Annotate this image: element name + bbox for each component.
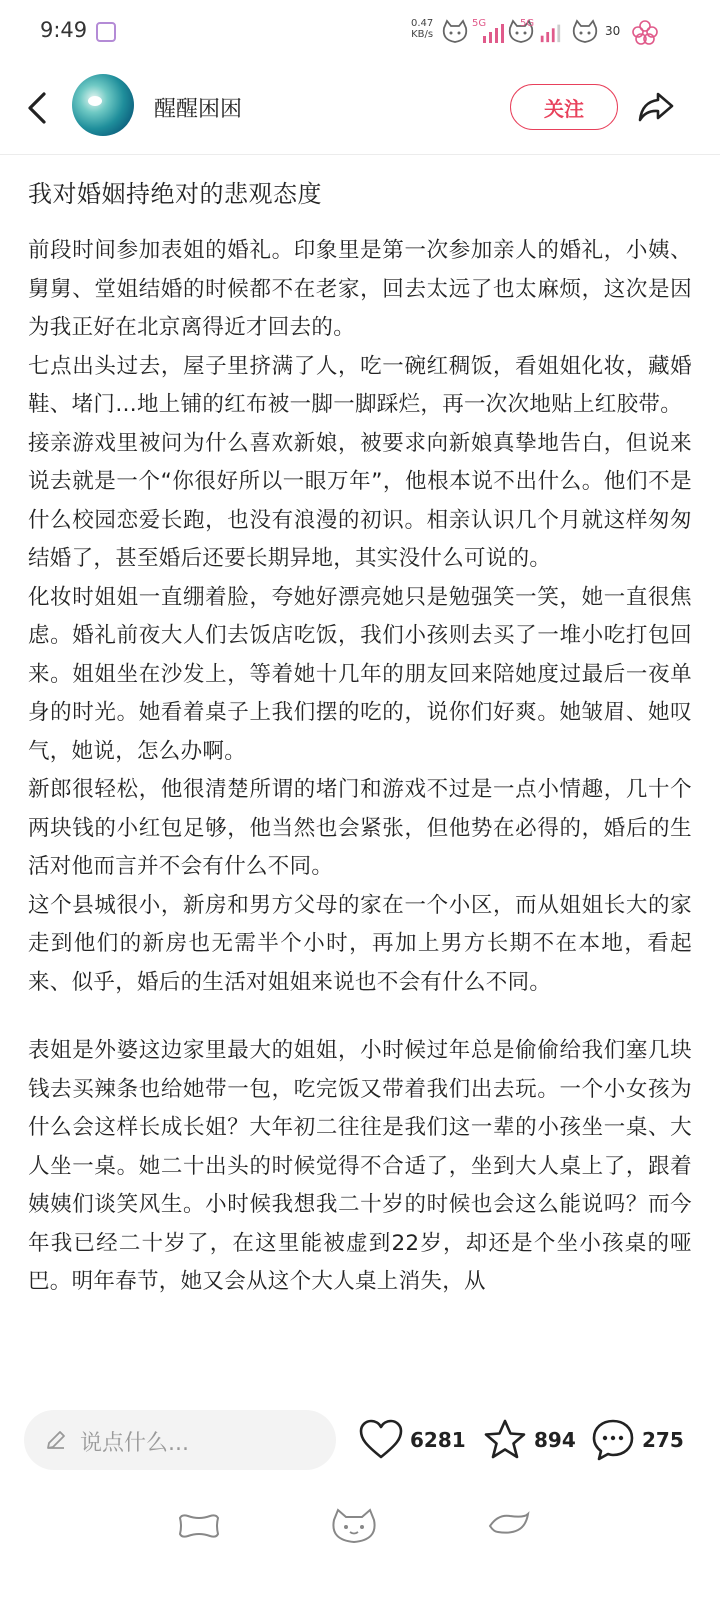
heart-icon [358,1417,404,1463]
back-arrow-icon[interactable] [20,88,56,128]
paragraph-spacer [28,1002,692,1032]
battery-level: 30 [605,24,621,38]
cat-status-icon [440,18,470,46]
system-nav-bar [0,1496,720,1600]
comment-placeholder: 说点什么... [80,1431,189,1456]
notification-icon [96,22,116,42]
nav-back-icon[interactable] [484,1506,534,1546]
author-username[interactable]: 醒醒困困 [154,97,243,122]
bottom-action-bar [0,1392,720,1488]
nav-recents-icon[interactable] [174,1506,224,1546]
comment-button[interactable] [590,1416,684,1464]
status-bar [0,0,720,64]
star-icon [482,1417,528,1463]
post-content [28,168,692,1390]
comment-bubble-icon [590,1417,636,1463]
post-paragraph: 化妆时姐姐一直绷着脸，夸她好漂亮她只是勉强笑一笑，她一直很焦虑。婚礼前夜大人们去饭店吃饭，我们小孩则去买了一堆小吃打包回来。姐姐坐在沙发上，等着她十几年的朋友回来陪她度过最后一夜单身的时光。她看着桌子上我们摆的吃的，说你们好爽。她皱眉、她叹气，她说，怎么办啊。 [28,584,692,764]
signal-label-2: 5G [520,18,535,29]
signal-bars-icon-2 [538,18,562,46]
post-paragraph: 七点出头过去，屋子里挤满了人，吃一碗红稠饭，看姐姐化妆，藏婚鞋、堵门…地上铺的红布被一脚一脚踩烂，再一次次地贴上红胶带。 [28,353,692,417]
comment-count: 275 [642,1428,684,1452]
follow-button[interactable]: 关注 [510,84,618,130]
favorite-count: 894 [534,1428,576,1452]
net-speed-value: 0.47 [411,18,434,29]
flower-icon [630,18,660,46]
share-arrow-icon[interactable] [636,86,676,126]
net-speed-unit: KB/s [411,29,434,40]
post-paragraph: 新郎很轻松，他很清楚所谓的堵门和游戏不过是一点小情趣，几十个两块钱的小红包足够，他当然也会紧张，但他势在必得的，婚后的生活对他而言并不会有什么不同。 [28,777,692,879]
avatar[interactable] [72,74,134,136]
signal-label-1: 5G [472,18,487,29]
post-paragraph: 表姐是外婆这边家里最大的姐姐，小时候过年总是偷偷给我们塞几块钱去买辣条也给她带一包，吃完饭又带着我们出去玩。一个小女孩为什么会这样长成长姐？大年初二往往是我们这一辈的小孩坐一桌、大人坐一桌。她二十出头的时候觉得不合适了，坐到大人桌上了，跟着姨姨们谈笑风生。小时候我想我二十岁的时候也会这么能说吗？而今年我已经二十岁了，在这里能被虚到22岁，却还是个坐小孩桌的哑巴。明年春节，她又会从这个大人桌上消失，从 [28,1038,692,1294]
post-paragraph: 前段时间参加表姐的婚礼。印象里是第一次参加亲人的婚礼，小姨、舅舅、堂姐结婚的时候都不在老家，回去太远了也太麻烦，这次是因为我正好在北京离得近才回去的。 [28,238,692,340]
signal-bars-icon [480,18,506,46]
net-speed [411,18,433,40]
comment-input[interactable] [24,1410,336,1470]
post-title: 我对婚姻持绝对的悲观态度 [28,180,322,208]
post-paragraph: 这个县城很小，新房和男方父母的家在一个小区，而从姐姐长大的家走到他们的新房也无需半个小时，再加上男方长期不在本地，看起来、似乎，婚后的生活对姐姐来说也不会有什么不同。 [28,892,692,995]
pencil-icon [44,1428,68,1452]
post-header [0,64,720,155]
like-button[interactable] [358,1416,466,1464]
favorite-button[interactable] [482,1416,576,1464]
wifi-cat-icon [570,18,600,46]
nav-home-icon[interactable] [326,1506,382,1546]
status-time: 9:49 [40,18,88,42]
like-count: 6281 [410,1428,466,1452]
post-paragraph: 接亲游戏里被问为什么喜欢新娘，被要求向新娘真挚地告白，但说来说去就是一个“你很好所以一眼万年”，他根本说不出什么。他们不是什么校园恋爱长跑，也没有浪漫的初识。相亲认识几个月就这样匆匆结婚了，甚至婚后还要长期异地，其实没什么可说的。 [28,430,692,571]
